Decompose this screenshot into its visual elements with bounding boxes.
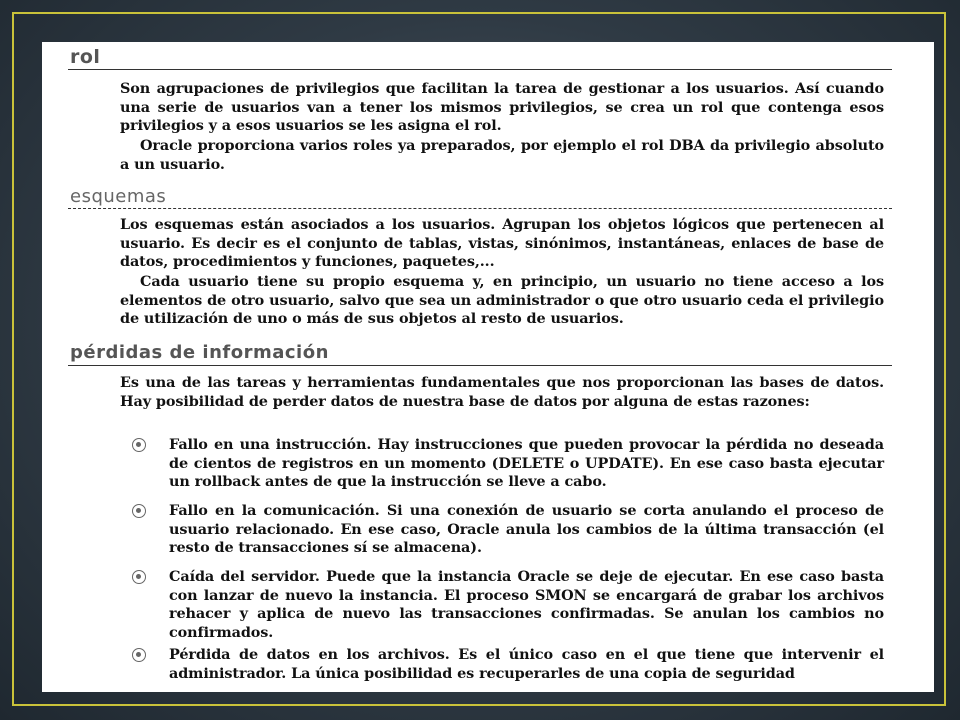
bullet-term-1: Fallo en una instrucción.	[169, 436, 372, 453]
bullet-term-2: Fallo en la comunicación.	[169, 502, 380, 519]
bullet-text-3: Puede que la instancia Oracle se deje de ejecutar. En ese caso basta con lanzar de nuevo la instancia. El proceso SMON se encargará de grabar los archivos rehacer y aplica de nuevo las transacciones confirmadas. Se anulan los cambios no confirmados.	[169, 568, 884, 641]
radio-bullet-icon	[132, 570, 146, 584]
bullet-text-2: Si una conexión de usuario se corta anulando el proceso de usuario relacionado. En ese caso, Oracle anula los cambios de la última transacción (el resto de transacciones sí se almacena).	[169, 502, 884, 556]
rol-paragraph-2: Oracle proporciona varios roles ya preparados, por ejemplo el rol DBA da privilegio absoluto a un usuario.	[120, 137, 884, 173]
esquemas-paragraph-1: Los esquemas están asociados a los usuarios. Agrupan los objetos lógicos que pertenecen al usuario. Es decir es el conjunto de tablas, vistas, sinónimos, instantáneas, enlaces de base de datos, procedimientos y funciones, paquetes,...	[120, 216, 884, 270]
radio-bullet-icon	[132, 438, 146, 452]
bullet-text-1: Hay instrucciones que pueden provocar la pérdida no deseada de cientos de registros en un momento (DELETE o UPDATE). En ese caso basta ejecutar un rollback antes de que la instrucción se lleve a cabo.	[169, 436, 884, 490]
esquemas-paragraph-2: Cada usuario tiene su propio esquema y, en principio, un usuario no tiene acceso a los elementos de otro usuario, salvo que sea un administrador o que otro usuario ceda el privilegio de utilización de uno o más de sus objetos al resto de usuarios.	[120, 273, 884, 327]
heading-rule-rol	[68, 69, 892, 70]
radio-bullet-icon	[132, 504, 146, 518]
bullet-term-4: Pérdida de datos en los archivos.	[169, 646, 450, 663]
heading-rule-esquemas	[68, 208, 892, 209]
heading-esquemas: esquemas	[70, 186, 167, 207]
bullet-item-1	[169, 436, 884, 492]
bullet-text-4: Es el único caso en el que tiene que intervenir el administrador. La única posibilidad es recuperarles de una copia de seguridad	[169, 646, 884, 682]
rol-paragraph-1: Son agrupaciones de privilegios que facilitan la tarea de gestionar a los usuarios. Así cuando una serie de usuarios van a tener los mismos privilegios, se crea un rol que contenga esos privilegios y a esos usuarios se les asigna el rol.	[120, 80, 884, 134]
bullet-term-3: Caída del servidor.	[169, 568, 320, 585]
radio-bullet-icon	[132, 648, 146, 662]
bullet-item-4	[169, 646, 884, 683]
heading-rule-perdidas	[68, 365, 892, 366]
bullet-item-3	[169, 568, 884, 642]
heading-rol: rol	[70, 46, 101, 68]
heading-perdidas: pérdidas de información	[70, 342, 329, 363]
document-page	[42, 42, 934, 692]
bullet-item-2	[169, 502, 884, 558]
perdidas-intro: Es una de las tareas y herramientas fundamentales que nos proporcionan las bases de datos. Hay posibilidad de perder datos de nuestra base de datos por alguna de estas razones:	[120, 374, 884, 410]
